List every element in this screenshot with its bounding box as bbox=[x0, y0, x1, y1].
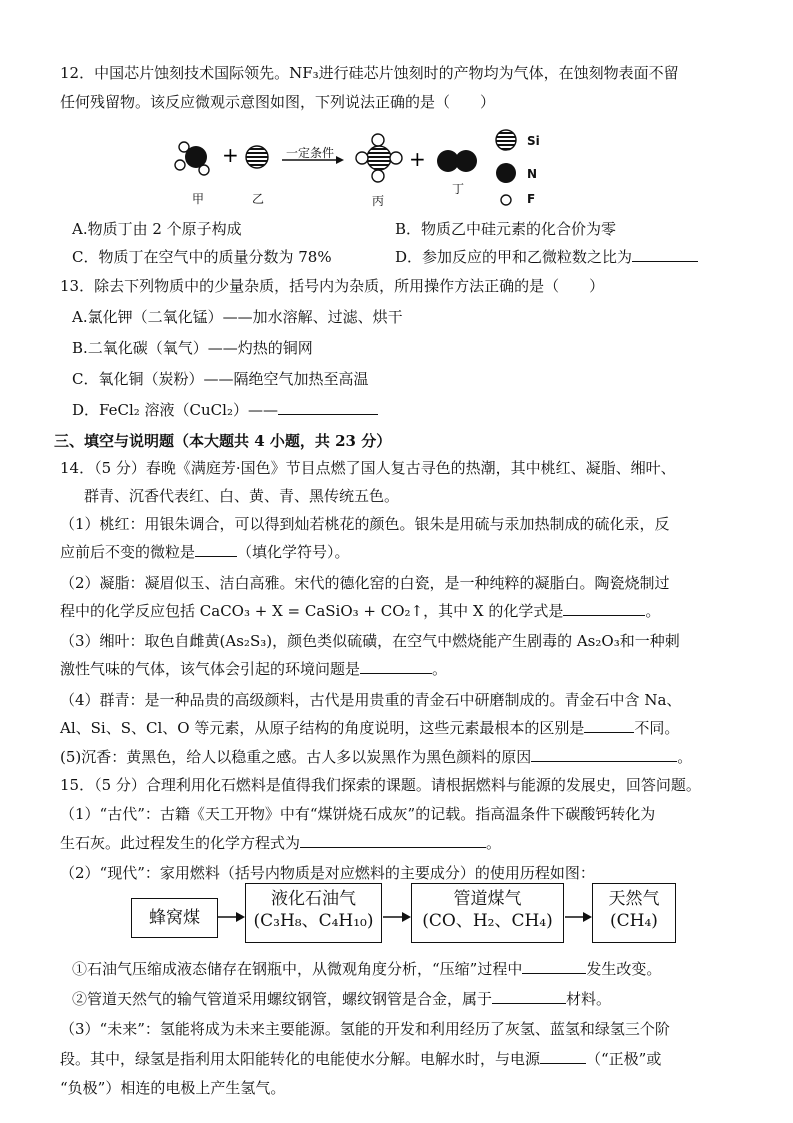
q14-p2-line1: （2）凝脂：凝眉似玉、洁白高雅。宋代的德化窑的白瓷，是一种纯粹的凝脂白。陶瓷烧制过 bbox=[60, 574, 670, 592]
plus-sign: + bbox=[222, 143, 239, 167]
q15-p1-text: 生石灰。此过程发生的化学方程式为 bbox=[60, 834, 301, 852]
q15-p3-line3: “负极”）相连的电极上产生氢气。 bbox=[60, 1079, 286, 1097]
molecule-bing bbox=[356, 134, 402, 182]
molecule-yi bbox=[246, 146, 268, 168]
q15-p2-sub2 bbox=[72, 988, 611, 1010]
answer-blank[interactable] bbox=[300, 833, 486, 848]
legend-f-label: F bbox=[527, 192, 536, 206]
q14-p1-line1: （1）桃红：用银朱调合，可以得到灿若桃花的颜色。银朱是用硫与汞加热制成的硫化汞，反 bbox=[60, 515, 670, 533]
q12-option-c: C．物质丁在空气中的质量分数为 78% bbox=[72, 248, 332, 266]
q15-p1-suffix: 。 bbox=[486, 834, 502, 852]
flow-box-name: 天然气 bbox=[608, 889, 660, 909]
q13-option-b: B.二氧化碳（氧气）——灼热的铜网 bbox=[72, 339, 313, 357]
arrow-right-icon bbox=[565, 912, 592, 922]
legend-si-label: Si bbox=[527, 134, 540, 148]
q12-option-b: B．物质乙中硅元素的化合价为零 bbox=[395, 220, 617, 238]
arrow-condition-label: 一定条件 bbox=[286, 146, 335, 160]
flow-arrows bbox=[0, 902, 793, 932]
q15-p2-sub1 bbox=[72, 958, 661, 980]
q14-p4-text: Al、Si、S、Cl、O 等元素，从原子结构的角度说明，这些元素最根本的区别是 bbox=[60, 719, 585, 737]
molecule-jia bbox=[175, 142, 209, 175]
label-yi: 乙 bbox=[252, 192, 265, 206]
q15-p2-sub2-suffix: 材料。 bbox=[566, 990, 612, 1008]
q15-p3-line2 bbox=[60, 1048, 661, 1070]
q14-stem-line2: 群青、沉香代表红、白、黄、青、黑传统五色。 bbox=[84, 487, 400, 505]
q15-p1-line1: （1）“古代”：古籍《天工开物》中有“煤饼烧石成灰”的记载。指高温条件下碳酸钙转化为 bbox=[60, 805, 656, 823]
answer-blank[interactable] bbox=[492, 989, 566, 1004]
q13-option-c: C．氧化铜（炭粉）——隔绝空气加热至高温 bbox=[72, 370, 369, 388]
q14-p5-text: (5)沉香：黄黑色，给人以稳重之感。古人多以炭黑作为黑色颜料的原因 bbox=[60, 748, 532, 766]
legend-n-label: N bbox=[527, 167, 538, 181]
label-bing: 丙 bbox=[372, 194, 385, 208]
label-ding: 丁 bbox=[452, 182, 465, 196]
q15-p2-intro: （2）“现代”：家用燃料（括号内物质是对应燃料的主要成分）的使用历程如图： bbox=[60, 864, 595, 882]
q15-p3-suffix: （“正极”或 bbox=[586, 1050, 662, 1068]
q15-p2-sub1-text: ①石油气压缩成液态储存在钢瓶中，从微观角度分析，“压缩”过程中 bbox=[72, 960, 523, 978]
q12-stem-line1: 12．中国芯片蚀刻技术国际领先。NF₃进行硅芯片蚀刻时的产物均为气体，在蚀刻物表面不留 bbox=[60, 64, 679, 82]
q13-option-d-text: D．FeCl₂ 溶液（CuCl₂）—— bbox=[72, 401, 278, 419]
q14-p1-line2 bbox=[60, 541, 350, 563]
q14-p3-line2 bbox=[60, 658, 447, 680]
flow-box-name: 蜂窝煤 bbox=[149, 908, 200, 928]
q14-p4-suffix: 不同。 bbox=[634, 719, 680, 737]
answer-blank[interactable] bbox=[360, 659, 432, 674]
q13-option-a: A.氯化钾（二氧化锰）——加水溶解、过滤、烘干 bbox=[72, 308, 403, 326]
flow-box-name: 管道煤气 bbox=[453, 889, 522, 909]
arrow-right-icon bbox=[383, 912, 411, 922]
q15-p2-sub1-suffix: 发生改变。 bbox=[586, 960, 662, 978]
q13-option-d bbox=[72, 399, 378, 421]
legend-si-icon bbox=[496, 130, 516, 150]
legend-n-icon bbox=[496, 163, 516, 183]
flow-box-formula: (C₃H₈、C₄H₁₀) bbox=[253, 911, 374, 931]
answer-blank[interactable] bbox=[540, 1049, 586, 1064]
q14-p2-text: 程中的化学反应包括 CaCO₃ + X = CaSiO₃ + CO₂↑，其中 X 的化学式是 bbox=[60, 602, 564, 620]
section-title: 三、填空与说明题（本大题共 4 小题，共 23 分） bbox=[54, 432, 392, 450]
q12-option-d bbox=[395, 246, 698, 268]
molecule-ding bbox=[437, 150, 477, 172]
q12-option-d-text: D．参加反应的甲和乙微粒数之比为 bbox=[395, 248, 633, 266]
q14-p4-line2 bbox=[60, 717, 679, 739]
legend-f-icon bbox=[501, 195, 511, 205]
q14-p2-suffix: 。 bbox=[645, 602, 661, 620]
answer-blank[interactable] bbox=[632, 247, 698, 262]
flow-box-formula: (CH₄) bbox=[610, 911, 658, 931]
q13-stem: 13．除去下列物质中的少量杂质，括号内为杂质，所用操作方法正确的是（ ） bbox=[60, 277, 605, 295]
q14-stem-line1: 14．（5 分）春晚《满庭芳·国色》节目点燃了国人复古寻色的热潮，其中桃红、凝脂、缃叶、 bbox=[60, 459, 676, 477]
q12-stem-line2: 任何残留物。该反应微观示意图如图，下列说法正确的是（ ） bbox=[60, 93, 496, 111]
q15-p2-sub2-text: ②管道天然气的输气管道采用螺纹钢管，螺纹钢管是合金，属于 bbox=[72, 990, 493, 1008]
answer-blank[interactable] bbox=[278, 400, 378, 415]
q14-p4-line1: （4）群青：是一种品贵的高级颜料，古代是用贵重的青金石中研磨制成的。青金石中含 Na、 bbox=[60, 691, 682, 709]
answer-blank[interactable] bbox=[563, 601, 645, 616]
label-jia: 甲 bbox=[192, 192, 205, 206]
q15-p3-text: 段。其中，绿氢是指利用太阳能转化的电能使水分解。电解水时，与电源 bbox=[60, 1050, 541, 1068]
answer-blank[interactable] bbox=[522, 959, 586, 974]
q14-p5-suffix: 。 bbox=[677, 748, 693, 766]
q14-p3-line1: （3）缃叶：取色自雌黄(As₂S₃)，颜色类似硫磺，在空气中燃烧能产生剧毒的 As₂O₃和一种刺 bbox=[60, 632, 680, 650]
plus-sign: + bbox=[409, 147, 426, 171]
q15-p1-line2 bbox=[60, 832, 501, 854]
q12-option-a: A.物质丁由 2 个原子构成 bbox=[72, 220, 242, 238]
q14-p1-text: 应前后不变的微粒是 bbox=[60, 543, 196, 561]
answer-blank[interactable] bbox=[531, 747, 677, 762]
arrow-right-icon bbox=[217, 912, 245, 922]
q14-p2-line2 bbox=[60, 600, 660, 622]
q14-p1-suffix: （填化学符号）。 bbox=[237, 543, 350, 561]
q14-p5 bbox=[60, 746, 692, 768]
q14-p3-text: 激性气味的气体，该气体会引起的环境问题是 bbox=[60, 660, 361, 678]
q15-stem: 15．（5 分）合理利用化石燃料是值得我们探索的课题。请根据燃料与能源的发展史，回答问题。 bbox=[60, 776, 701, 794]
flow-box-name: 液化石油气 bbox=[271, 889, 356, 909]
q14-p3-suffix: 。 bbox=[432, 660, 448, 678]
q15-p3-line1: （3）“未来”：氢能将成为未来主要能源。氢能的开发和利用经历了灰氢、蓝氢和绿氢三个阶 bbox=[60, 1020, 670, 1038]
flow-box-formula: (CO、H₂、CH₄) bbox=[422, 911, 553, 931]
answer-blank[interactable] bbox=[584, 718, 634, 733]
answer-blank[interactable] bbox=[195, 542, 237, 557]
reaction-diagram bbox=[0, 128, 793, 218]
